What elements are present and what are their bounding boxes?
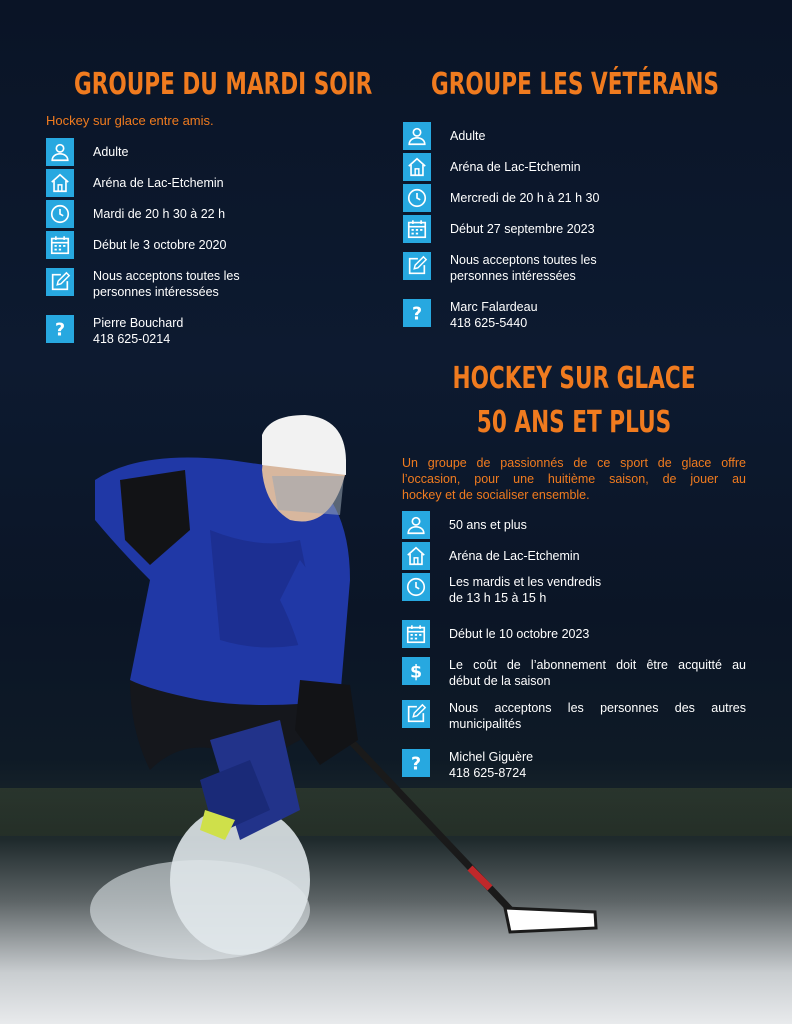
group-50plus-item-line: 50 ans et plus (449, 518, 527, 532)
group-mardi-item (46, 138, 393, 166)
group-veterans-item (403, 252, 750, 284)
group-mardi-item-line: Adulte (93, 145, 129, 159)
edit-icon (46, 268, 74, 296)
clock-icon (403, 184, 431, 212)
group-mardi-item-line: Aréna de Lac-Etchemin (93, 176, 224, 190)
group-50plus-item-text (449, 574, 746, 606)
home-icon (403, 153, 431, 181)
group-mardi-item-line: 418 625-0214 (93, 332, 171, 346)
svg-text:?: ? (410, 754, 422, 774)
group-50plus-title-line2: 50 ANS ET PLUS (476, 405, 672, 440)
group-mardi-item-line: Nous acceptons toutes les (93, 269, 240, 283)
group-veterans-item-line: Mercredi de 20 h à 21 h 30 (450, 191, 600, 205)
group-mardi-item-text (93, 206, 393, 222)
group-50plus-item-text (449, 749, 746, 781)
group-veterans-item-line: Marc Falardeau (450, 300, 538, 314)
group-50plus-item (402, 620, 746, 648)
calendar-icon (403, 215, 431, 243)
group-50plus-item-line: Les mardis et les vendredis (449, 575, 602, 589)
group-50plus-item-line: Michel Giguère (449, 750, 534, 764)
user-icon (403, 122, 431, 150)
group-50plus-item-line: 418 625-8724 (449, 766, 527, 780)
group-50plus-item-text (449, 517, 746, 533)
group-veterans-item-line: 418 625-5440 (450, 316, 528, 330)
group-50plus-item-text (449, 700, 746, 732)
group-mardi-title: GROUPE DU MARDI SOIR (74, 67, 373, 102)
group-mardi-item-line: Pierre Bouchard (93, 316, 184, 330)
group-50plus-item (402, 542, 746, 570)
user-icon (46, 138, 74, 166)
group-50plus-intro-line: hockey et de socialiser ensemble. (402, 488, 590, 502)
dollar-icon (402, 657, 430, 685)
group-veterans-item (403, 184, 750, 212)
group-mardi-item (46, 231, 393, 259)
question-icon (402, 749, 430, 777)
group-veterans-item (403, 215, 750, 243)
group-mardi-item-text (93, 175, 393, 191)
clock-icon (402, 573, 430, 601)
edit-icon (402, 700, 430, 728)
group-mardi-item (46, 200, 393, 228)
group-veterans-item (403, 299, 750, 331)
group-mardi-item (46, 169, 393, 197)
group-50plus-intro (402, 455, 746, 503)
svg-text:?: ? (54, 320, 66, 340)
group-50plus-intro-line: Un groupe de passionnés de ce sport de glace offre (402, 456, 746, 470)
group-50plus-item-line: de 13 h 15 à 15 h (449, 591, 547, 605)
group-50plus-item (402, 700, 746, 732)
home-icon (46, 169, 74, 197)
group-50plus-item-text (449, 657, 746, 689)
group-mardi-item-text (93, 315, 393, 347)
group-veterans-item-text (450, 221, 750, 237)
group-50plus-item-text (449, 548, 746, 564)
group-50plus-item (402, 573, 746, 606)
calendar-icon (402, 620, 430, 648)
group-veterans-item-line: Adulte (450, 129, 486, 143)
group-50plus-item-line: Aréna de Lac-Etchemin (449, 549, 580, 563)
group-mardi-item (46, 315, 393, 347)
svg-text:$: $ (409, 662, 423, 682)
group-veterans-item-line: Nous acceptons toutes les (450, 253, 597, 267)
group-veterans-item-text (450, 190, 750, 206)
user-icon (402, 511, 430, 539)
group-veterans-item-line: Aréna de Lac-Etchemin (450, 160, 581, 174)
group-50plus-intro-line: l’occasion, pour une huitième saison, de jouer au (402, 472, 746, 486)
group-mardi-item-text (93, 268, 393, 300)
group-veterans-item-text (450, 128, 750, 144)
clock-icon (46, 200, 74, 228)
group-veterans-item-text (450, 252, 750, 284)
group-mardi-item (46, 268, 393, 300)
group-mardi-item-line: Début le 3 octobre 2020 (93, 238, 227, 252)
group-50plus-title-line1: HOCKEY SUR GLACE (452, 361, 696, 396)
group-veterans-title: GROUPE LES VÉTÉRANS (431, 67, 719, 102)
group-veterans-item (403, 122, 750, 150)
edit-icon (403, 252, 431, 280)
group-50plus-item (402, 657, 746, 689)
group-50plus-item-line: municipalités (449, 717, 522, 731)
group-veterans-item-text (450, 299, 750, 331)
group-50plus-item-line: Le coût de l’abonnement doit être acquitté au (449, 658, 746, 672)
group-veterans-item-text (450, 159, 750, 175)
group-50plus-item-line: début de la saison (449, 674, 551, 688)
question-icon (403, 299, 431, 327)
group-mardi-item-text (93, 237, 393, 253)
question-icon (46, 315, 74, 343)
group-mardi-item-text (93, 144, 393, 160)
group-mardi-item-line: Mardi de 20 h 30 à 22 h (93, 207, 226, 221)
group-50plus-item-text (449, 626, 746, 642)
calendar-icon (46, 231, 74, 259)
group-50plus-item-line: Début le 10 octobre 2023 (449, 627, 590, 641)
group-veterans-item (403, 153, 750, 181)
group-veterans-item-line: Début 27 septembre 2023 (450, 222, 595, 236)
svg-text:?: ? (411, 304, 423, 324)
group-50plus-item (402, 511, 746, 539)
group-mardi-intro: Hockey sur glace entre amis. (46, 113, 214, 128)
group-50plus-item-line: Nous acceptons les personnes des autres (449, 701, 746, 715)
group-mardi-item-line: personnes intéressées (93, 285, 219, 299)
group-veterans-item-line: personnes intéressées (450, 269, 576, 283)
home-icon (402, 542, 430, 570)
group-50plus-item (402, 749, 746, 781)
